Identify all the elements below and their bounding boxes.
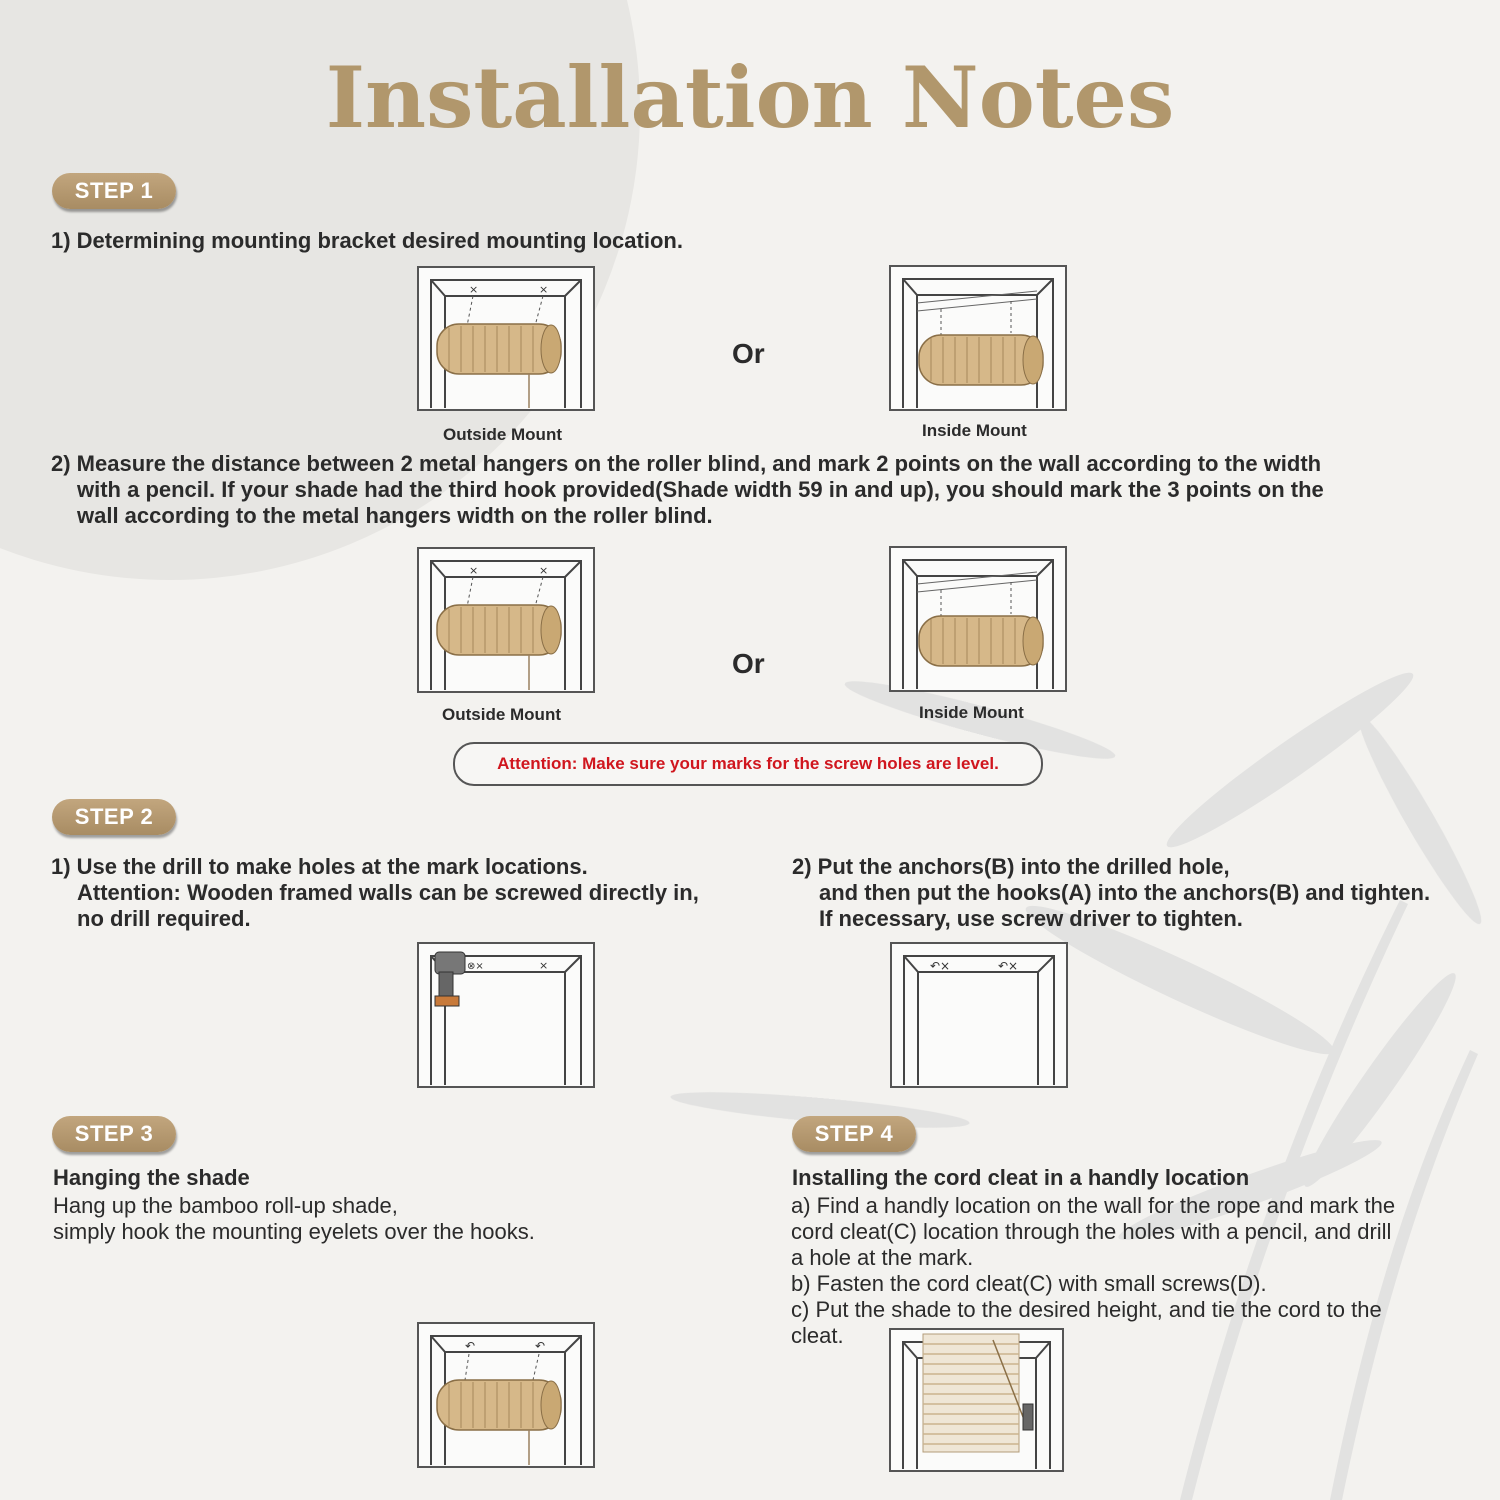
- step2-right-line2: and then put the hooks(A) into the anchors(B) and tighten.: [819, 880, 1431, 905]
- step4-line3: a hole at the mark.: [791, 1245, 974, 1270]
- svg-text:×: ×: [469, 283, 479, 296]
- inside-mount-figure-2: [889, 546, 1067, 692]
- step4-line2: cord cleat(C) location through the holes with a pencil, and drill: [791, 1219, 1392, 1244]
- step3-heading: Hanging the shade: [53, 1165, 250, 1190]
- drill-figure: [417, 942, 595, 1088]
- outside-mount-caption-2: Outside Mount: [442, 705, 561, 724]
- step1-item2-line2: with a pencil. If your shade had the third hook provided(Shade width 59 in and up), you should mark the 3 points on the: [77, 477, 1324, 502]
- page-title: Installation Notes: [325, 48, 1175, 147]
- attention-note: Attention: Make sure your marks for the screw holes are level.: [453, 742, 1043, 786]
- step3-badge: STEP 3: [52, 1116, 176, 1152]
- svg-text:↶: ↶: [535, 1339, 546, 1353]
- step2-left-line1: 1) Use the drill to make holes at the mark locations.: [51, 854, 588, 879]
- step2-left-line2: Attention: Wooden framed walls can be screwed directly in,: [77, 880, 699, 905]
- step4-heading: Installing the cord cleat in a handly location: [792, 1165, 1250, 1190]
- inside-mount-caption-2: Inside Mount: [919, 703, 1024, 722]
- step3-line2: simply hook the mounting eyelets over the hooks.: [53, 1219, 535, 1244]
- svg-text:×: ×: [469, 564, 479, 577]
- step2-right-line3: If necessary, use screw driver to tighten.: [819, 906, 1243, 931]
- step1-item1: 1) Determining mounting bracket desired mounting location.: [51, 228, 683, 253]
- svg-text:×: ×: [539, 283, 549, 296]
- svg-text:↶: ↶: [465, 1339, 476, 1353]
- step2-badge: STEP 2: [52, 799, 176, 835]
- outside-mount-figure: [417, 266, 595, 411]
- step4-line6: cleat.: [791, 1323, 844, 1348]
- step4-badge: STEP 4: [792, 1116, 916, 1152]
- svg-text:⊗×: ⊗×: [467, 961, 484, 972]
- or-label-1: Or: [732, 338, 765, 369]
- inside-mount-caption-1: Inside Mount: [922, 421, 1027, 440]
- outside-mount-figure-2: [417, 547, 595, 693]
- svg-text:↶×: ↶×: [930, 959, 951, 973]
- or-label-2: Or: [732, 648, 765, 679]
- cord-cleat-figure: [889, 1328, 1064, 1472]
- inside-mount-figure: [889, 265, 1067, 411]
- step1-badge: STEP 1: [52, 173, 176, 209]
- hanging-shade-figure: [417, 1322, 595, 1468]
- outside-mount-caption-1: Outside Mount: [443, 425, 562, 444]
- step4-line5: c) Put the shade to the desired height, and tie the cord to the: [791, 1297, 1382, 1322]
- svg-text:×: ×: [539, 959, 549, 972]
- svg-text:×: ×: [539, 564, 549, 577]
- step1-item2-line3: wall according to the metal hangers width on the roller blind.: [77, 503, 713, 528]
- step1-item2-line1: 2) Measure the distance between 2 metal hangers on the roller blind, and mark 2 points on the wall according to the width: [51, 451, 1322, 476]
- step4-line1: a) Find a handly location on the wall for the rope and mark the: [791, 1193, 1396, 1218]
- step3-line1: Hang up the bamboo roll-up shade,: [53, 1193, 398, 1218]
- svg-text:↶×: ↶×: [998, 959, 1019, 973]
- hooks-anchors-figure: [890, 942, 1068, 1088]
- step2-right-line1: 2) Put the anchors(B) into the drilled hole,: [792, 854, 1230, 879]
- step2-left-line3: no drill required.: [77, 906, 251, 931]
- step4-line4: b) Fasten the cord cleat(C) with small screws(D).: [791, 1271, 1267, 1296]
